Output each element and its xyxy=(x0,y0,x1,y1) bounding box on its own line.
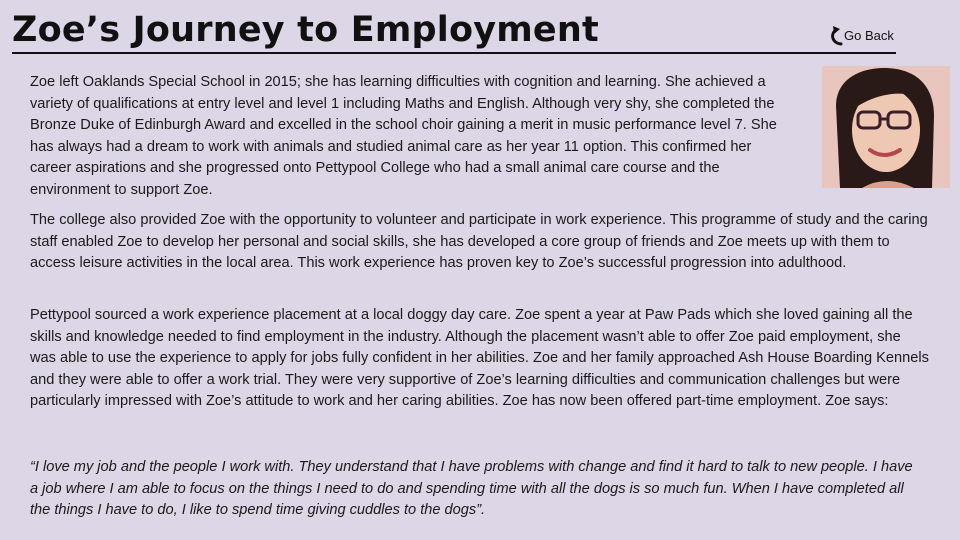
go-back-label: Go Back xyxy=(844,27,894,43)
zoe-quote: “I love my job and the people I work with. They understand that I have problems with change and find it hard to talk to new people. I have a job where I am able to focus on the things I need to do and spending time with all the dogs is so much fun. When I have completed all the things I have to do, I like to spend time giving cuddles to the dogs”. xyxy=(30,459,913,519)
page-title: Zoe’s Journey to Employment xyxy=(12,10,599,50)
title-underline xyxy=(12,52,896,54)
college-paragraph: The college also provided Zoe with the opportunity to volunteer and participate in work experience. This programme of study and the caring staff enabled Zoe to develop her personal and social skills, she has developed a core group of friends and Zoe meets up with them to access leisure activities in the local area. This work experience has proven key to Zoe’s successful progression into adulthood. xyxy=(30,212,928,272)
portrait-illustration xyxy=(822,66,950,188)
go-back-button[interactable] xyxy=(828,24,894,46)
zoe-portrait xyxy=(822,66,950,188)
intro-paragraph: Zoe left Oaklands Special School in 2015; she has learning difficulties with cognition and learning. She achieved a variety of qualifications at entry level and level 1 including Maths and English. Although very shy, she completed the Bronze Duke of Edinburgh Award and excelled in the school choir gaining a merit in music performance level 7. She has always had a dream to work with animals and studied animal care as her year 11 option. This confirmed her career aspirations and she progressed onto Pettypool College who had a small animal care course and the environment to support Zoe. xyxy=(30,74,777,198)
placement-paragraph: Pettypool sourced a work experience placement at a local doggy day care. Zoe spent a year at Paw Pads which she loved gaining all the skills and knowledge needed to find employment in the industry. Although the placement wasn’t able to offer Zoe paid employment, she was able to use the experience to apply for jobs fully confident in her abilities. Zoe and her family approached Ash House Boarding Kennels and they were able to offer a work trial. They were very supportive of Zoe’s learning difficulties and communication challenges but were particularly impressed with Zoe’s attitude to work and her caring abilities. Zoe has now been offered part-time employment. Zoe says: xyxy=(30,307,929,410)
